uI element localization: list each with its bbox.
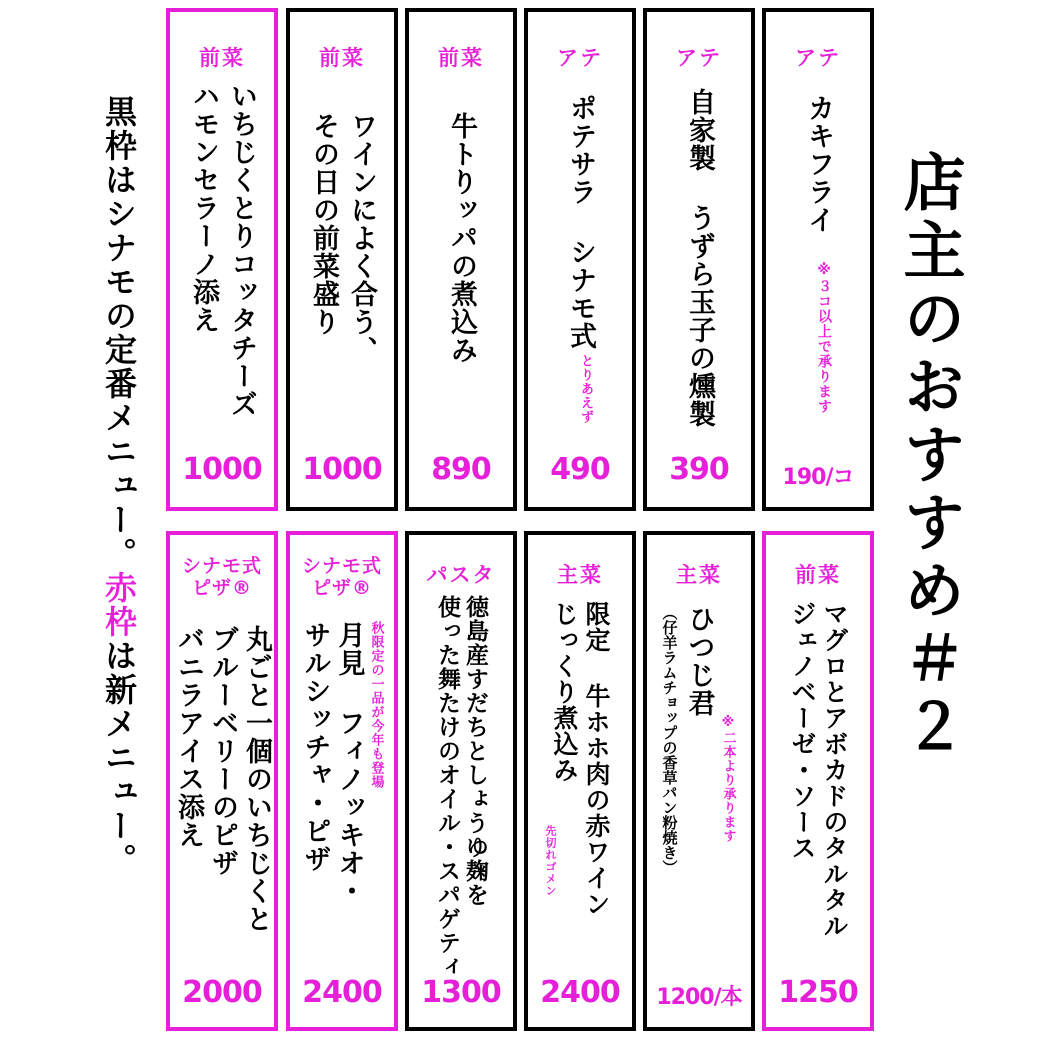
- menu-card-12: [762, 531, 874, 1031]
- item-name: [766, 601, 870, 971]
- menu-card-10: [524, 531, 636, 1031]
- item-name: [170, 82, 274, 432]
- price: 1000: [302, 452, 382, 487]
- item-line: 徳島産すだちとしょうゆ麹を: [462, 595, 488, 907]
- item-note: とりあえず: [578, 354, 593, 424]
- item-line: 限定 牛ホホ肉の赤ワイン: [582, 601, 611, 917]
- price: 190/コ: [782, 465, 854, 490]
- item-note: ※３コ以上で承ります: [816, 262, 832, 414]
- category-text: シナモ式ピザ®: [301, 555, 382, 599]
- legend-tail: は新メニュー。: [100, 639, 138, 877]
- item-line: ポテサラ シナモ式: [565, 94, 596, 350]
- price: 2000: [182, 975, 262, 1010]
- category-label: アテ: [676, 46, 722, 70]
- menu-card-2: [286, 8, 398, 511]
- item-line: ジェノベーゼ・ソース: [788, 601, 817, 861]
- category-label: アテ: [557, 46, 603, 70]
- price: 490: [550, 452, 610, 487]
- item-line: バニラアイス添え: [173, 625, 204, 849]
- menu-card-5: [643, 8, 755, 511]
- item-name: [409, 112, 513, 442]
- category-label: [170, 555, 274, 599]
- menu-card-3: [405, 8, 517, 511]
- menu-card-1: [166, 8, 278, 511]
- legend-black: 黒枠はシナモの定番メニュー。: [100, 95, 138, 571]
- item-line: マグロとアボカドのタルタル: [820, 601, 849, 939]
- legend-red: 赤枠: [100, 571, 138, 639]
- item-line: その日の前菜盛り: [308, 112, 339, 336]
- menu-card-8: [286, 531, 398, 1031]
- menu-card-7: [166, 531, 278, 1031]
- item-line: 月見 フィノッキオ・: [333, 621, 365, 905]
- menu-card-6: [762, 8, 874, 511]
- menu-card-11: [643, 531, 755, 1031]
- category-label: 前菜: [319, 46, 365, 70]
- item-line: サルシッチャ・ピザ: [299, 621, 331, 873]
- item-note: 秋限定の一品が今年も登場: [368, 621, 384, 789]
- page-title: 店主のおすすめ＃２: [893, 150, 966, 762]
- item-name: [766, 94, 870, 254]
- price: 1000: [182, 452, 262, 487]
- category-label: [290, 555, 394, 599]
- price: 1200/本: [656, 985, 742, 1010]
- item-subtitle: （仔羊ラムチョップの香草パン粉焼き）: [660, 605, 679, 875]
- item-line: ひつじ君: [683, 605, 715, 717]
- category-label: パスタ: [426, 563, 496, 587]
- category-label: 主菜: [557, 563, 603, 587]
- item-line: ワインによく合う、: [346, 112, 377, 364]
- item-line: 自家製 うずら玉子の燻製: [684, 88, 715, 428]
- category-label: 主菜: [676, 563, 722, 587]
- item-line: 丸ごと一個のいちじくと: [241, 625, 272, 933]
- item-note: 先切れゴメン: [544, 825, 557, 897]
- price: 2400: [302, 975, 382, 1010]
- item-line: じっくり煮込み: [550, 601, 579, 783]
- legend-note: [100, 95, 138, 877]
- item-name: [409, 595, 513, 979]
- category-label: 前菜: [438, 46, 484, 70]
- price: 2400: [540, 975, 620, 1010]
- category-label: アテ: [795, 46, 841, 70]
- category-text: シナモ式ピザ®: [181, 555, 262, 599]
- price: 390: [669, 452, 729, 487]
- item-line: ブルーベリーのピザ: [207, 625, 238, 877]
- item-line: ハモンセラーノ添え: [188, 82, 219, 334]
- item-line: カキフライ: [803, 94, 834, 234]
- item-name: [647, 605, 751, 975]
- category-label: 前菜: [795, 563, 841, 587]
- item-name: [647, 88, 751, 448]
- price: 1250: [778, 975, 858, 1010]
- category-label: 前菜: [199, 46, 245, 70]
- item-note: ※二本より承ります: [720, 715, 736, 843]
- item-name: [290, 112, 394, 442]
- price: 890: [431, 452, 491, 487]
- item-name: [170, 625, 274, 975]
- price: 1300: [421, 975, 501, 1010]
- item-line: 牛トりッパの煮込み: [446, 112, 477, 364]
- menu-card-4: [524, 8, 636, 511]
- item-name: [290, 621, 394, 971]
- item-name: [528, 601, 632, 971]
- menu-card-9: [405, 531, 517, 1031]
- item-line: いちじくとりコッタチーズ: [226, 82, 257, 418]
- item-line: 使った舞たけのオイル・スパゲティ: [434, 595, 460, 979]
